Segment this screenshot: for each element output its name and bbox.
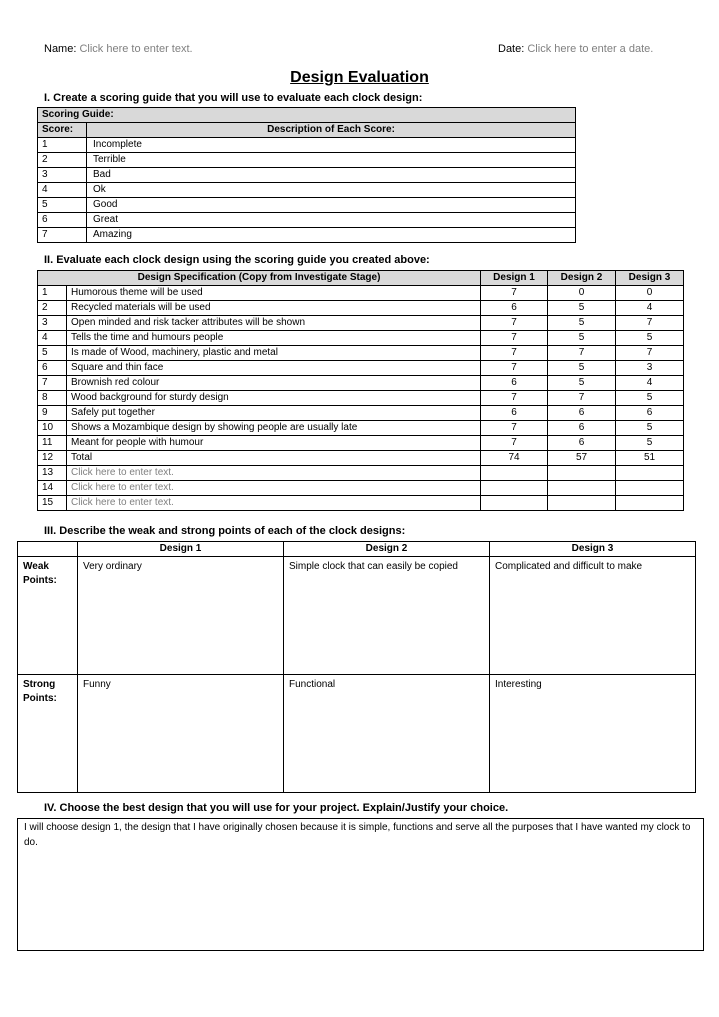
date-label: Date: <box>498 43 525 55</box>
design3-score[interactable]: 6 <box>616 406 684 421</box>
spec-row <box>38 391 684 406</box>
spec-row <box>38 301 684 316</box>
score-description[interactable]: Great <box>87 213 576 228</box>
spec-number: 4 <box>38 331 67 346</box>
design3-score[interactable] <box>616 481 684 496</box>
spec-row <box>38 421 684 436</box>
design3-score[interactable]: 3 <box>616 361 684 376</box>
score-row <box>38 213 576 228</box>
score-row <box>38 183 576 198</box>
design1-score[interactable]: 7 <box>481 421 548 436</box>
col-design1-header: Design 1 <box>481 271 548 286</box>
spec-number: 3 <box>38 316 67 331</box>
date-field[interactable] <box>498 43 653 55</box>
strong-points-row <box>18 675 696 793</box>
score-row <box>38 153 576 168</box>
design3-score[interactable] <box>616 466 684 481</box>
name-placeholder[interactable]: Click here to enter text. <box>79 43 193 55</box>
name-field[interactable] <box>44 43 193 55</box>
spec-text[interactable]: Is made of Wood, machinery, plastic and metal <box>67 346 481 361</box>
design1-score[interactable] <box>481 496 548 511</box>
spec-row <box>38 316 684 331</box>
section3-heading: III. Describe the weak and strong points of each of the clock designs: <box>44 525 406 537</box>
col-description-header: Description of Each Score: <box>87 123 576 138</box>
score-value: 2 <box>38 153 87 168</box>
corner-cell <box>18 542 78 557</box>
design3-score[interactable]: 5 <box>616 391 684 406</box>
spec-text[interactable]: Total <box>67 451 481 466</box>
design1-score[interactable]: 7 <box>481 286 548 301</box>
design3-score[interactable]: 5 <box>616 436 684 451</box>
spec-number: 1 <box>38 286 67 301</box>
weak-design3[interactable]: Complicated and difficult to make <box>490 557 696 675</box>
spec-number: 15 <box>38 496 67 511</box>
design1-score[interactable]: 7 <box>481 346 548 361</box>
col-score-header: Score: <box>38 123 87 138</box>
spec-text[interactable]: Humorous theme will be used <box>67 286 481 301</box>
design3-score[interactable] <box>616 496 684 511</box>
strong-design1[interactable]: Funny <box>78 675 284 793</box>
spec-text[interactable]: Shows a Mozambique design by showing people are usually late <box>67 421 481 436</box>
scoring-guide-table <box>37 107 576 243</box>
spec-placeholder[interactable]: Click here to enter text. <box>67 466 481 481</box>
strong-design3[interactable]: Interesting <box>490 675 696 793</box>
score-value: 3 <box>38 168 87 183</box>
score-description[interactable]: Ok <box>87 183 576 198</box>
spec-text[interactable]: Recycled materials will be used <box>67 301 481 316</box>
design1-score[interactable]: 6 <box>481 376 548 391</box>
scoring-guide-title: Scoring Guide: <box>38 108 576 123</box>
spec-number: 5 <box>38 346 67 361</box>
design1-score[interactable] <box>481 466 548 481</box>
design3-score[interactable]: 4 <box>616 376 684 391</box>
weak-points-row <box>18 557 696 675</box>
spec-row-empty <box>38 466 684 481</box>
score-row <box>38 228 576 243</box>
spec-number: 12 <box>38 451 67 466</box>
col-design3-header: Design 3 <box>616 271 684 286</box>
spec-row <box>38 286 684 301</box>
spec-text[interactable]: Square and thin face <box>67 361 481 376</box>
strong-points-label: Strong Points: <box>18 675 78 793</box>
design2-score[interactable]: 5 <box>548 316 616 331</box>
design2-score[interactable]: 7 <box>548 346 616 361</box>
design2-score[interactable]: 6 <box>548 421 616 436</box>
design1-score[interactable]: 7 <box>481 361 548 376</box>
spec-number: 6 <box>38 361 67 376</box>
spec-text[interactable]: Safely put together <box>67 406 481 421</box>
weak-points-label: Weak Points: <box>18 557 78 675</box>
design3-score[interactable]: 5 <box>616 331 684 346</box>
weak-design2[interactable]: Simple clock that can easily be copied <box>284 557 490 675</box>
score-row <box>38 168 576 183</box>
date-placeholder[interactable]: Click here to enter a date. <box>527 43 654 55</box>
spec-text[interactable]: Wood background for sturdy design <box>67 391 481 406</box>
design3-score[interactable]: 7 <box>616 346 684 361</box>
spec-text[interactable]: Tells the time and humours people <box>67 331 481 346</box>
spec-row <box>38 406 684 421</box>
col-design2-header: Design 2 <box>284 542 490 557</box>
design2-score[interactable] <box>548 481 616 496</box>
design3-score[interactable]: 4 <box>616 301 684 316</box>
design3-score[interactable]: 7 <box>616 316 684 331</box>
spec-row <box>38 451 684 466</box>
score-value: 7 <box>38 228 87 243</box>
design2-score[interactable]: 7 <box>548 391 616 406</box>
design1-score[interactable]: 7 <box>481 436 548 451</box>
design1-score[interactable]: 7 <box>481 331 548 346</box>
spec-number: 9 <box>38 406 67 421</box>
weak-strong-table <box>17 541 696 793</box>
design2-score[interactable]: 57 <box>548 451 616 466</box>
score-description[interactable]: Bad <box>87 168 576 183</box>
design2-score[interactable]: 5 <box>548 376 616 391</box>
evaluation-table <box>37 270 684 511</box>
design1-score[interactable]: 6 <box>481 301 548 316</box>
col-spec-header: Design Specification (Copy from Investigate Stage) <box>38 271 481 286</box>
name-label: Name: <box>44 43 77 55</box>
spec-placeholder[interactable]: Click here to enter text. <box>67 481 481 496</box>
spec-row <box>38 361 684 376</box>
design2-score[interactable]: 5 <box>548 301 616 316</box>
spec-placeholder[interactable]: Click here to enter text. <box>67 496 481 511</box>
spec-row-empty <box>38 481 684 496</box>
design2-score[interactable]: 6 <box>548 406 616 421</box>
justification-answer[interactable]: I will choose design 1, the design that I have originally chosen because it is simple, functions and serve all the purposes that I have wanted my clock to do. <box>17 818 704 951</box>
spec-number: 7 <box>38 376 67 391</box>
score-value: 1 <box>38 138 87 153</box>
strong-design2[interactable]: Functional <box>284 675 490 793</box>
design3-score[interactable]: 51 <box>616 451 684 466</box>
section1-heading: I. Create a scoring guide that you will use to evaluate each clock design: <box>44 92 423 104</box>
spec-number: 2 <box>38 301 67 316</box>
spec-number: 8 <box>38 391 67 406</box>
col-design3-header: Design 3 <box>490 542 696 557</box>
score-row <box>38 138 576 153</box>
col-design2-header: Design 2 <box>548 271 616 286</box>
design3-score[interactable]: 0 <box>616 286 684 301</box>
score-value: 6 <box>38 213 87 228</box>
spec-text[interactable]: Meant for people with humour <box>67 436 481 451</box>
design2-score[interactable]: 0 <box>548 286 616 301</box>
design2-score[interactable] <box>548 466 616 481</box>
score-description[interactable]: Good <box>87 198 576 213</box>
score-value: 4 <box>38 183 87 198</box>
score-value: 5 <box>38 198 87 213</box>
col-design1-header: Design 1 <box>78 542 284 557</box>
spec-number: 14 <box>38 481 67 496</box>
spec-row-empty <box>38 496 684 511</box>
design3-score[interactable]: 5 <box>616 421 684 436</box>
page-title: Design Evaluation <box>290 69 429 86</box>
spec-row <box>38 376 684 391</box>
spec-number: 13 <box>38 466 67 481</box>
spec-row <box>38 436 684 451</box>
spec-text[interactable]: Brownish red colour <box>67 376 481 391</box>
design2-score[interactable] <box>548 496 616 511</box>
spec-row <box>38 331 684 346</box>
design2-score[interactable]: 5 <box>548 331 616 346</box>
section2-heading: II. Evaluate each clock design using the scoring guide you created above: <box>44 254 430 266</box>
spec-text[interactable]: Open minded and risk tacker attributes will be shown <box>67 316 481 331</box>
section4-heading: IV. Choose the best design that you will use for your project. Explain/Justify your choice. <box>44 802 509 814</box>
design1-score[interactable]: 7 <box>481 391 548 406</box>
spec-number: 10 <box>38 421 67 436</box>
design2-score[interactable]: 5 <box>548 361 616 376</box>
weak-design1[interactable]: Very ordinary <box>78 557 284 675</box>
design1-score[interactable]: 6 <box>481 406 548 421</box>
score-description[interactable]: Amazing <box>87 228 576 243</box>
design2-score[interactable]: 6 <box>548 436 616 451</box>
score-description[interactable]: Incomplete <box>87 138 576 153</box>
design1-score[interactable]: 7 <box>481 316 548 331</box>
design1-score[interactable] <box>481 481 548 496</box>
spec-number: 11 <box>38 436 67 451</box>
spec-row <box>38 346 684 361</box>
score-row <box>38 198 576 213</box>
score-description[interactable]: Terrible <box>87 153 576 168</box>
design1-score[interactable]: 74 <box>481 451 548 466</box>
